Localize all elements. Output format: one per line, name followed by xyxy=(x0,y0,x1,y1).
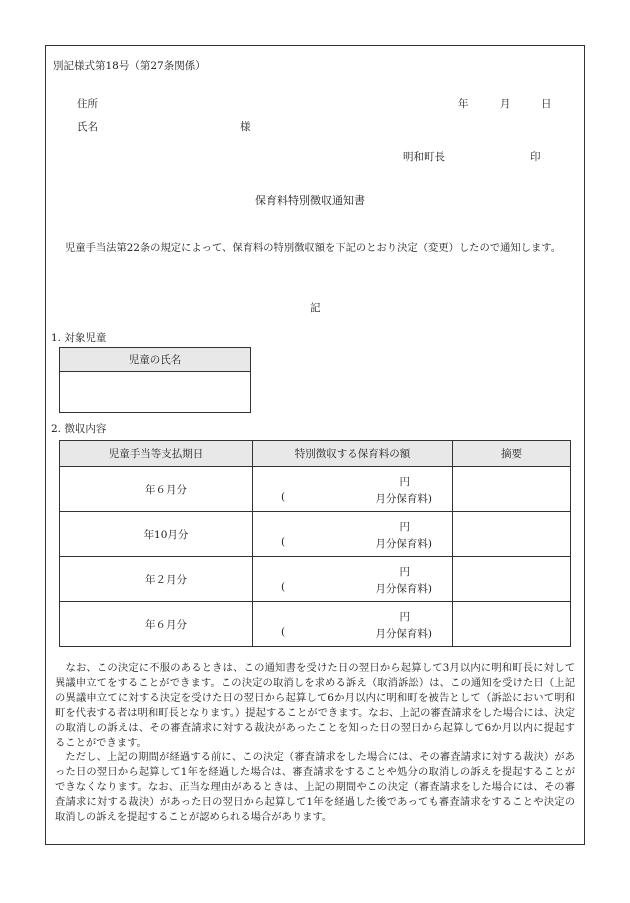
name-label: 氏名 xyxy=(77,121,98,133)
table-row xyxy=(60,557,571,602)
child-name-header: 児童の氏名 xyxy=(60,348,251,372)
amount-cell xyxy=(253,602,453,647)
section2-heading: 2. 徴収内容 xyxy=(51,423,107,435)
period-cell: 年２月分 xyxy=(60,557,253,602)
child-table xyxy=(59,347,251,413)
table-row xyxy=(60,512,571,557)
note-paragraph-1: なお、この決定に不服のあるときは、この通知書を受けた日の翌日から起算して3月以内に明和町長に対して異議申立てをすることができます。この決定の取消しを求める訴え（取消訴訟）は、この通知を受けた日（上記の異議申立てに対する決定を受けた日の翌日から起算して6か月以内に明和町を被告として（訴訟において明和町を代表する者は明和町長となります。）提起することができます。なお、上記の審査請求をした場合には、決定の取消しの訴えは、その審査請求に対する裁決があったことを知った日の翌日から起算して6か月以内に提起することができます。 xyxy=(55,662,575,749)
col-fee-amount: 特別徴収する保育料の額 xyxy=(253,441,453,467)
section1-heading: 1. 対象児童 xyxy=(51,332,107,344)
month-fee-label: 月分保育料) xyxy=(375,628,432,640)
date-day: 日 xyxy=(541,98,552,110)
month-fee-label: 月分保育料) xyxy=(375,538,432,550)
form-id: 別記様式第18号（第27条関係） xyxy=(53,60,206,72)
yen-label: 円 xyxy=(399,566,410,578)
sama-label: 様 xyxy=(240,121,251,133)
seal-mark: 印 xyxy=(530,151,541,163)
open-paren: ( xyxy=(281,581,286,593)
yen-label: 円 xyxy=(399,521,410,533)
issuer: 明和町長 xyxy=(403,151,445,163)
month-fee-label: 月分保育料) xyxy=(375,583,432,595)
open-paren: ( xyxy=(281,536,286,548)
address-label: 住所 xyxy=(77,98,98,110)
ki-label: 記 xyxy=(310,302,321,314)
col-payment-date: 児童手当等支払期日 xyxy=(60,441,253,467)
amount-cell xyxy=(253,467,453,512)
period-cell: 年10月分 xyxy=(60,512,253,557)
open-paren: ( xyxy=(281,491,286,503)
period-cell: 年６月分 xyxy=(60,602,253,647)
open-paren: ( xyxy=(281,626,286,638)
remarks-cell xyxy=(453,602,571,647)
date-year: 年 xyxy=(458,98,469,110)
month-fee-label: 月分保育料) xyxy=(375,493,432,505)
table-row xyxy=(60,602,571,647)
amount-cell xyxy=(253,512,453,557)
date-month: 月 xyxy=(500,98,511,110)
yen-label: 円 xyxy=(399,611,410,623)
table-row xyxy=(60,467,571,512)
intro-text: 児童手当法第22条の規定によって、保育料の特別徴収額を下記のとおり決定（変更）したので通知します。 xyxy=(65,242,562,254)
col-remarks: 摘要 xyxy=(453,441,571,467)
period-cell: 年６月分 xyxy=(60,467,253,512)
intro-paragraph xyxy=(55,241,575,256)
remarks-cell xyxy=(453,467,571,512)
note-paragraph-2: ただし、上記の期間が経過する前に、この決定（審査請求をした場合には、その審査請求に対する裁決）があった日の翌日から起算して1年を経過した場合は、審査請求をすることや処分の取消しの訴えを提起することができなくなります。なお、正当な理由があるときは、上記の期間やこの決定（審査請求をした場合には、その審査請求に対する裁決）があった日の翌日から起算して1年を経過した後であっても審査請求をすることや決定の取消しの訴えを提起することが認められる場合があります。 xyxy=(55,751,575,823)
yen-label: 円 xyxy=(399,476,410,488)
remarks-cell xyxy=(453,512,571,557)
document-title: 保育料特別徴収通知書 xyxy=(255,194,365,207)
remarks-cell xyxy=(453,557,571,602)
amount-cell xyxy=(253,557,453,602)
collection-table xyxy=(59,440,571,647)
child-name-cell xyxy=(60,372,251,413)
